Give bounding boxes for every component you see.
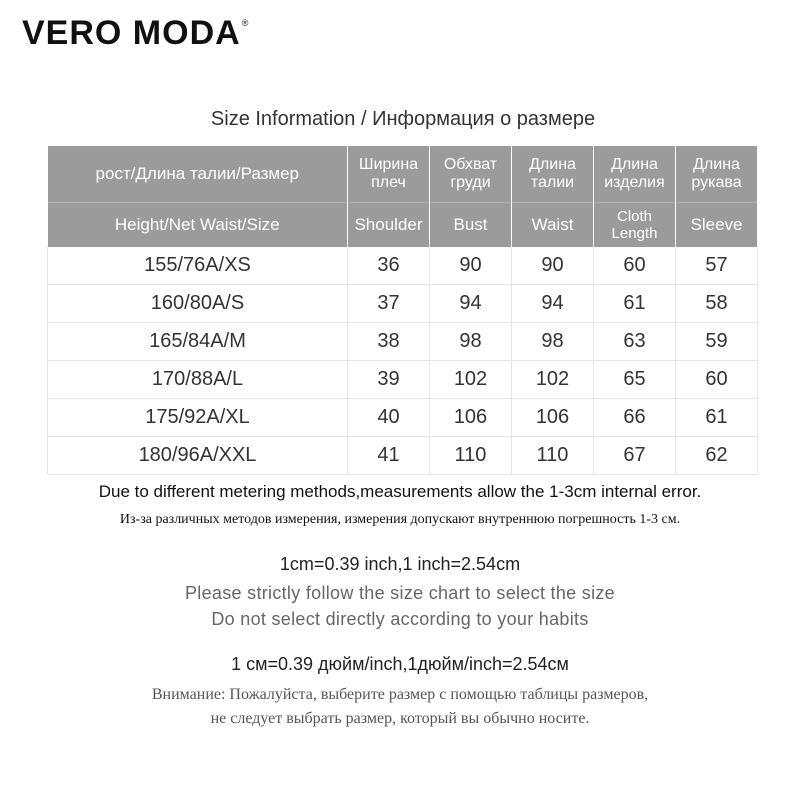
header-ru-shoulder-label: Ширина плеч xyxy=(358,155,419,191)
header-en-waist xyxy=(512,203,594,248)
conversion-note-en: 1cm=0.39 inch,1 inch=2.54cm xyxy=(279,554,521,574)
header-en-size-label: Height/Net Waist/Size xyxy=(114,215,280,235)
header-en-bust xyxy=(430,203,512,248)
length-cell: 63 xyxy=(594,323,676,361)
header-ru-shoulder xyxy=(348,146,430,203)
header-en-length xyxy=(594,203,676,248)
table-row xyxy=(48,437,758,475)
header-ru-bust-label: Обхват груди xyxy=(443,155,498,191)
sleeve-cell: 61 xyxy=(676,399,758,437)
sleeve-cell: 60 xyxy=(676,361,758,399)
sleeve-cell: 62 xyxy=(676,437,758,475)
header-ru-bust xyxy=(430,146,512,203)
table-row xyxy=(48,247,758,285)
waist-cell: 90 xyxy=(512,247,594,285)
header-row-ru xyxy=(48,146,758,203)
size-cell: 180/96A/XXL xyxy=(48,437,348,475)
warning-note-line-1: Внимание: Пожалуйста, выберите размер с помощью таблицы размеров, xyxy=(151,686,649,703)
header-ru-sleeve xyxy=(676,146,758,203)
length-cell: 67 xyxy=(594,437,676,475)
length-cell: 61 xyxy=(594,285,676,323)
bust-cell: 98 xyxy=(430,323,512,361)
conversion-note-ru: 1 см=0.39 дюйм/inch,1дюйм/inch=2.54см xyxy=(231,654,569,674)
size-table xyxy=(47,146,758,475)
bust-cell: 102 xyxy=(430,361,512,399)
header-en-shoulder-label: Shoulder xyxy=(354,215,423,235)
size-cell: 165/84A/M xyxy=(48,323,348,361)
shoulder-cell: 38 xyxy=(348,323,430,361)
size-info-title: Size Information / Информация о размере xyxy=(210,108,596,130)
header-en-size xyxy=(48,203,348,248)
shoulder-cell: 36 xyxy=(348,247,430,285)
size-cell: 155/76A/XS xyxy=(48,247,348,285)
size-cell: 160/80A/S xyxy=(48,285,348,323)
waist-cell: 98 xyxy=(512,323,594,361)
error-note-ru: Из-за различных методов измерения, измерения допускают внутреннюю погрешность 1-3 см. xyxy=(119,512,681,527)
table-row xyxy=(48,285,758,323)
header-en-length-label: Cloth Length xyxy=(611,207,658,242)
header-ru-sleeve-label: Длина рукава xyxy=(691,155,742,191)
length-cell: 60 xyxy=(594,247,676,285)
header-en-waist-label: Waist xyxy=(531,215,574,235)
shoulder-cell: 41 xyxy=(348,437,430,475)
header-en-shoulder xyxy=(348,203,430,248)
table-row xyxy=(48,361,758,399)
waist-cell: 110 xyxy=(512,437,594,475)
shoulder-cell: 40 xyxy=(348,399,430,437)
header-ru-size xyxy=(48,146,348,203)
length-cell: 66 xyxy=(594,399,676,437)
header-row-en xyxy=(48,203,758,248)
bust-cell: 110 xyxy=(430,437,512,475)
header-en-bust-label: Bust xyxy=(453,215,488,235)
table-row xyxy=(48,323,758,361)
size-cell: 170/88A/L xyxy=(48,361,348,399)
error-note-en: Due to different metering methods,measurements allow the 1-3cm internal error. xyxy=(98,482,702,501)
bust-cell: 90 xyxy=(430,247,512,285)
size-tip-habits: Do not select directly according to your habits xyxy=(211,609,589,629)
header-en-sleeve-label: Sleeve xyxy=(690,215,743,235)
brand-name: VERO MODA xyxy=(22,14,241,52)
size-tip-follow-chart: Please strictly follow the size chart to select the size xyxy=(185,583,615,603)
header-ru-length xyxy=(594,146,676,203)
sleeve-cell: 59 xyxy=(676,323,758,361)
waist-cell: 106 xyxy=(512,399,594,437)
header-en-sleeve xyxy=(676,203,758,248)
length-cell: 65 xyxy=(594,361,676,399)
bust-cell: 106 xyxy=(430,399,512,437)
waist-cell: 94 xyxy=(512,285,594,323)
shoulder-cell: 37 xyxy=(348,285,430,323)
waist-cell: 102 xyxy=(512,361,594,399)
brand-logo xyxy=(22,14,249,53)
sleeve-cell: 57 xyxy=(676,247,758,285)
warning-note-line-2: не следует выбрать размер, который вы обычно носите. xyxy=(210,710,590,727)
header-ru-waist-label: Длина талии xyxy=(529,155,576,191)
shoulder-cell: 39 xyxy=(348,361,430,399)
header-ru-size-label: рост/Длина талии/Размер xyxy=(95,164,300,184)
sleeve-cell: 58 xyxy=(676,285,758,323)
size-cell: 175/92A/XL xyxy=(48,399,348,437)
table-row xyxy=(48,399,758,437)
header-ru-length-label: Длина изделия xyxy=(604,155,665,191)
header-ru-waist xyxy=(512,146,594,203)
registered-mark: ® xyxy=(241,18,250,28)
bust-cell: 94 xyxy=(430,285,512,323)
